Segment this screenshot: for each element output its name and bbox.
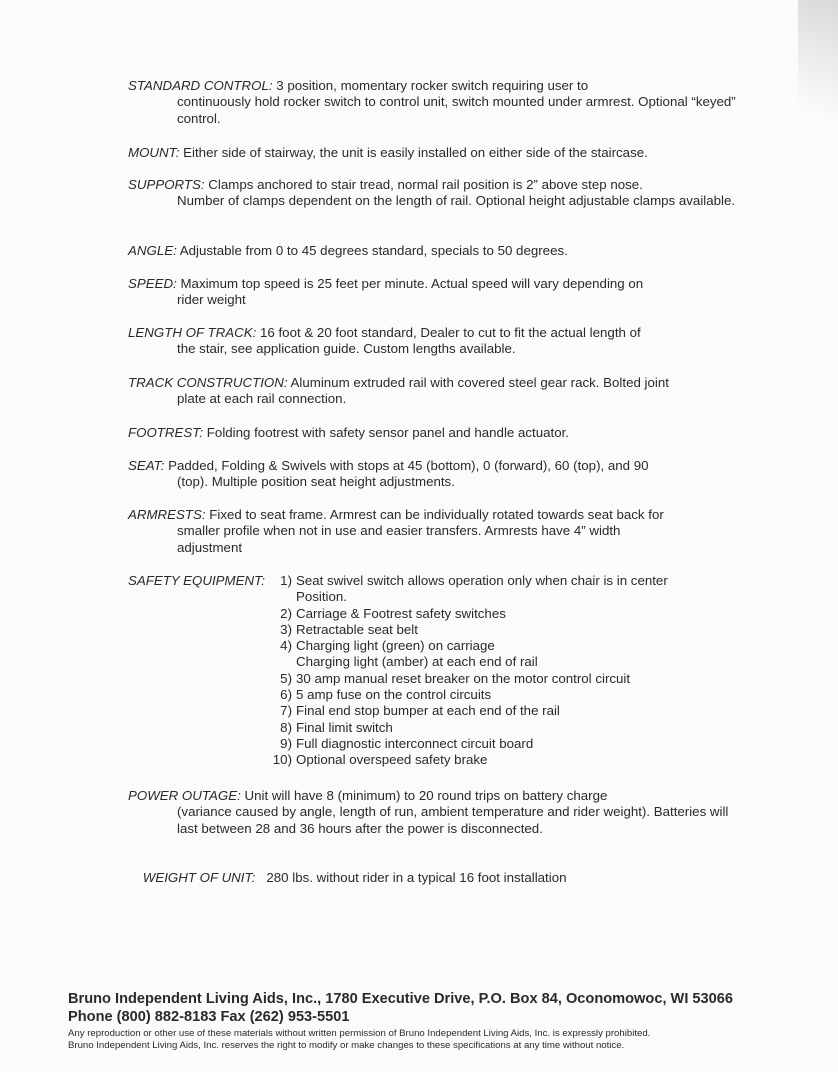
spec-key: FOOTREST:: [128, 425, 204, 440]
spec-angle: [128, 243, 738, 259]
spec-key: SUPPORTS:: [128, 177, 205, 192]
company-phone: Phone (800) 882-8183 Fax (262) 953-5501: [68, 1009, 350, 1025]
spec-text: 16 foot & 20 foot standard, Dealer to cut to fit the actual length of: [256, 325, 641, 340]
spec-key: POWER OUTAGE:: [128, 788, 241, 803]
spec-key: TRACK CONSTRUCTION:: [128, 375, 288, 390]
spec-key: SAFETY EQUIPMENT:: [128, 573, 265, 588]
spec-text-continued: (variance caused by angle, length of run, ambient temperature and rider weight). Batteries will last between 28 and 36 hours after the power is disconnected.: [177, 804, 729, 836]
spec-key: MOUNT:: [128, 145, 180, 160]
spec-weight-of-unit: [128, 854, 738, 903]
safety-item: 10) Optional overspeed safety brake: [272, 752, 488, 768]
safety-list: [271, 573, 741, 769]
spec-speed: [128, 276, 738, 309]
spec-text-continued: plate at each rail connection.: [177, 391, 347, 407]
spec-text: Adjustable from 0 to 45 degrees standard, specials to 50 degrees.: [176, 243, 568, 258]
spec-key: WEIGHT OF UNIT:: [142, 870, 256, 886]
spec-text: Aluminum extruded rail with covered steel gear rack. Bolted joint: [287, 375, 669, 390]
safety-item: 2) Carriage & Footrest safety switches: [280, 605, 506, 621]
spec-text: Folding footrest with safety sensor panel and handle actuator.: [203, 425, 570, 440]
spec-text-continued: (top). Multiple position seat height adjustments.: [177, 474, 455, 490]
spec-text: Either side of stairway, the unit is easily installed on either side of the staircase.: [179, 145, 648, 160]
spec-key: SEAT:: [128, 458, 165, 473]
spec-text-continued: rider weight: [177, 292, 246, 308]
spec-text: Maximum top speed is 25 feet per minute. Actual speed will vary depending on: [176, 276, 644, 291]
safety-item: 9) Full diagnostic interconnect circuit board: [280, 735, 534, 751]
changes-notice: Bruno Independent Living Aids, Inc. reserves the right to modify or make changes to these specifications at any time without notice.: [68, 1040, 625, 1051]
spec-text: Fixed to seat frame. Armrest can be individually rotated towards seat back for: [205, 507, 664, 522]
spec-text-continued: Number of clamps dependent on the length of rail. Optional height adjustable clamps available.: [177, 193, 736, 209]
copyright-notice: Any reproduction or other use of these materials without written permission of Bruno Independent Living Aids, Inc. is expressly prohibited.: [68, 1028, 651, 1039]
spec-supports: [128, 177, 738, 210]
spec-text: Padded, Folding & Swivels with stops at 45 (bottom), 0 (forward), 60 (top), and 90: [164, 458, 649, 473]
spec-text-continued: continuously hold rocker switch to control unit, switch mounted under armrest. Optional “keyed” control.: [177, 94, 736, 126]
spec-text-continued: the stair, see application guide. Custom lengths available.: [177, 341, 516, 357]
spec-safety-equipment: [128, 573, 748, 773]
spec-armrests: [128, 507, 748, 556]
spec-text: 280 lbs. without rider in a typical 16 foot installation: [255, 870, 567, 886]
spec-footrest: [128, 425, 738, 441]
spec-power-outage: [128, 788, 748, 837]
spec-key: LENGTH OF TRACK:: [128, 325, 257, 340]
safety-item: 3) Retractable seat belt: [280, 621, 418, 637]
spec-text: 3 position, momentary rocker switch requiring user to: [272, 78, 589, 93]
spec-text-continued: smaller profile when not in use and easier transfers. Armrests have 4” width adjustment: [177, 523, 621, 555]
spec-standard-control: [128, 78, 738, 127]
spec-seat: [128, 458, 738, 491]
safety-item: 7) Final end stop bumper at each end of the rail: [280, 703, 560, 719]
safety-item: 8) Final limit switch: [280, 719, 393, 735]
spec-track-construction: [128, 375, 748, 408]
spec-length-of-track: [128, 325, 738, 358]
safety-item: 5) 30 amp manual reset breaker on the motor control circuit: [280, 670, 631, 686]
spec-text: Clamps anchored to stair tread, normal rail position is 2” above step nose.: [204, 177, 643, 192]
safety-item: 6) 5 amp fuse on the control circuits: [280, 687, 492, 703]
spec-key: STANDARD CONTROL:: [128, 78, 273, 93]
footer: [68, 990, 798, 1052]
spec-text: Unit will have 8 (minimum) to 20 round trips on battery charge: [240, 788, 608, 803]
spec-mount: [128, 145, 738, 161]
page-curl-shadow: [798, 0, 838, 150]
company-address: Bruno Independent Living Aids, Inc., 1780 Executive Drive, P.O. Box 84, Oconomowoc, WI 53066: [68, 991, 734, 1007]
spec-key: ARMRESTS:: [128, 507, 206, 522]
spec-key: SPEED:: [128, 276, 177, 291]
spec-key: ANGLE:: [128, 243, 177, 258]
safety-item: 4) Charging light (green) on carriage Charging light (amber) at each end of rail: [280, 638, 538, 670]
safety-item: 1) Seat swivel switch allows operation only when chair is in center Position.: [280, 573, 668, 605]
